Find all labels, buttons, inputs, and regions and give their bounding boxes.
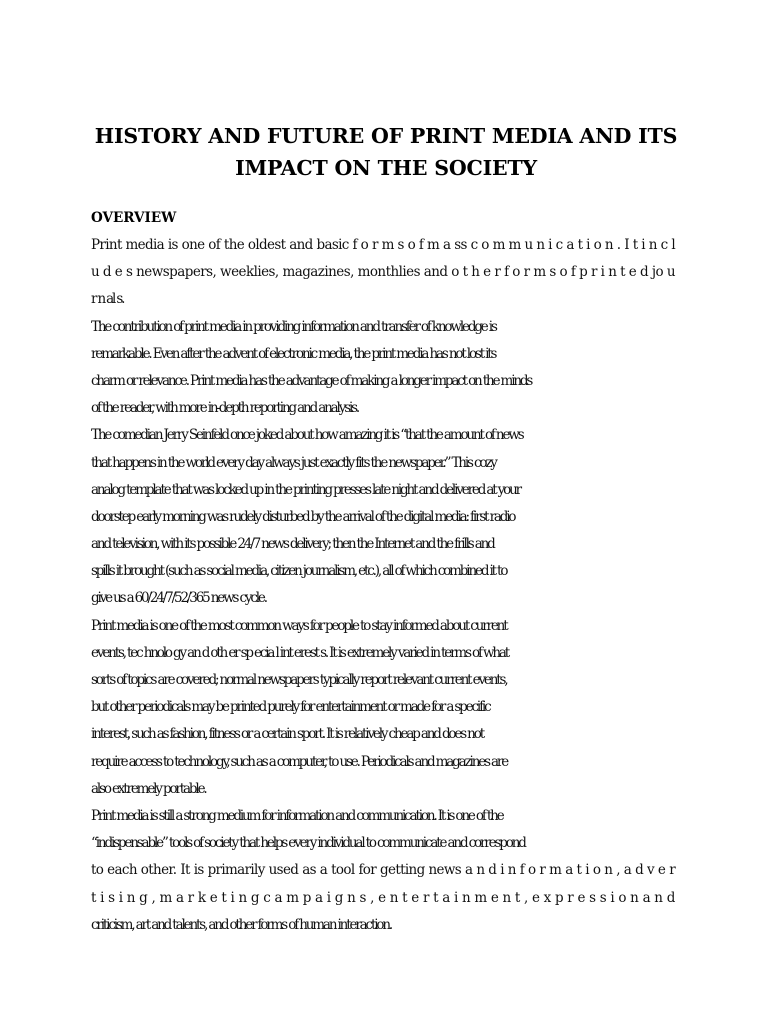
paragraph-line: and television, with its possible 24/7 news delivery; then the Internet and the frills and <box>91 536 494 553</box>
paragraph-line: t i s i n g , m a r k e t i n g c a m p a i g n s , e n t e r t a i n m e n t , e x p r e s s i o n a n d <box>91 889 675 906</box>
paragraph-line: The contribution of print media in providing information and transfer of knowledge is <box>91 318 496 335</box>
title-line: HISTORY AND FUTURE OF PRINT MEDIA AND ITS <box>94 124 678 148</box>
paragraph-line: The comedian Jerry Seinfeld once joked about how amazing it is “that the amount of news <box>91 427 523 444</box>
title-line: IMPACT ON THE SOCIETY <box>235 156 537 180</box>
paragraph-line: remarkable. Even after the advent of electronic media, the print media has not lost its <box>91 345 496 362</box>
paragraph-line: r n al s. <box>91 291 124 308</box>
paragraph-line: charm or relevance. Print media has the advantage of making a longer impact on the minds <box>91 372 532 389</box>
paragraph-line: doorstep early morning was rudely disturbed by the arrival of the digital media: first radio <box>91 508 515 525</box>
paragraph-line: that happens in the world every day always just exactly fits the newspaper.” This cozy <box>91 454 496 471</box>
paragraph-line: criticism, art and talents, and other forms of human interaction. <box>91 916 392 933</box>
paragraph-line: spills it brought (such as social media, citizen journalism, etc.), all of which combined it to <box>91 563 507 580</box>
paragraph-line: require access to technology, such as a computer, to use. Periodicals and magazines are <box>91 753 508 770</box>
paragraph-line: u d e s newspapers, weeklies, magazines, monthlies and o t h e r f o r m s o f p r i n t e d jo u <box>91 264 675 281</box>
paragraph <box>91 613 681 803</box>
paragraph-line: interest, such as fashion, fitness or a certain sport. It is relatively cheap and does not <box>91 726 483 743</box>
paragraph <box>91 422 681 612</box>
paragraph-line: Print media is one of the most common ways for people to stay informed about current <box>91 617 507 634</box>
paragraph-line: events, tec hnolo gy an d oth er sp ecia l int erest s. It is extremely varied in terms of what <box>91 644 509 661</box>
paragraph-line: “indispensable” tools of society that helps every individual to communicate and correspond <box>91 835 525 852</box>
paragraph-line: analog template that was locked up in the printing presses late night and delivered at your <box>91 481 520 498</box>
paragraph <box>91 314 681 423</box>
paragraph-line: Print media is still a strong medium for information and communication. It is one of the <box>91 807 503 824</box>
paragraph-line: give us a 60/24/7/52/365 news cycle. <box>91 590 266 607</box>
section-heading-overview: OVERVIEW <box>91 210 177 226</box>
document-title <box>91 120 681 184</box>
paragraph-line: but other periodicals may be printed purely for entertainment or made for a specific <box>91 699 490 716</box>
paragraph <box>91 232 681 314</box>
paragraph-line: sorts of topics are covered; normal newspapers typically report relevant current events, <box>91 672 507 688</box>
paragraph-line: also extremely portable. <box>91 780 206 797</box>
paragraph-line: to each other. It is primarily used as a tool for getting news a n d i n f o r m a t i o n , a d v e r <box>91 862 675 879</box>
paragraph <box>91 803 681 939</box>
document-page <box>91 120 681 939</box>
paragraph-line: of the reader, with more in-depth reporting and analysis. <box>91 400 359 417</box>
paragraph-line: Print media is one of the oldest and basic f o r m s o f m a ss c o m m u n i c a t i o n . I t i n c l <box>91 237 675 253</box>
